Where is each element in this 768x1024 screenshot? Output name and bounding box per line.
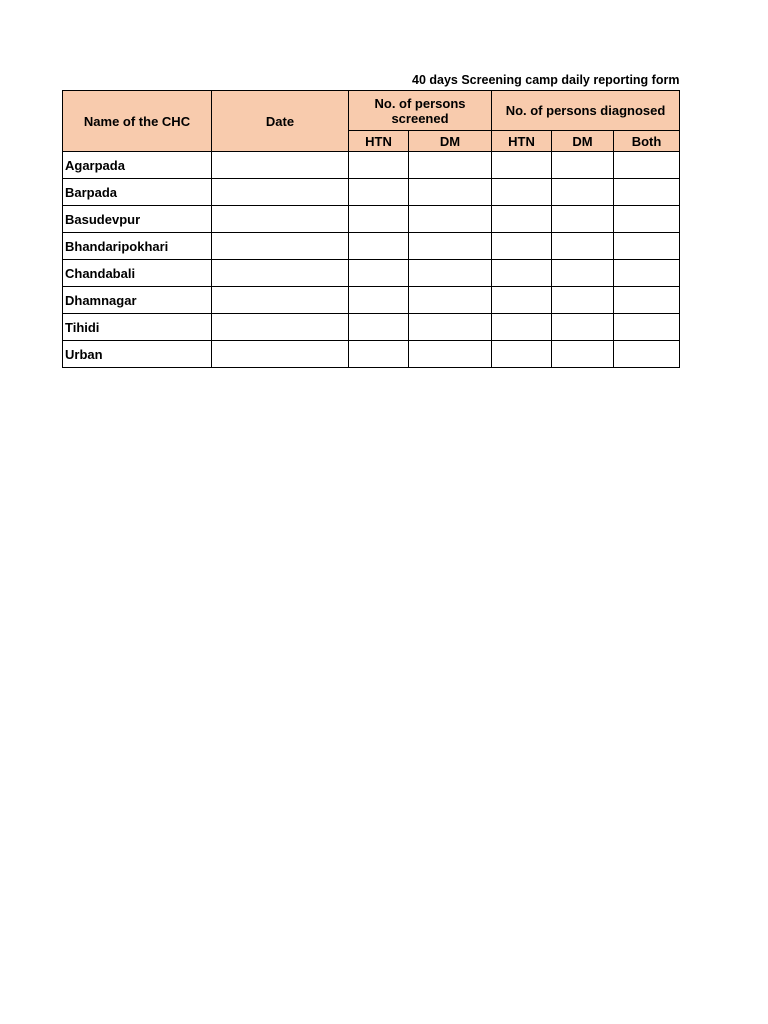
screened-htn-cell[interactable] (349, 206, 409, 233)
table-row (63, 260, 680, 287)
screened-dm-cell[interactable] (409, 152, 492, 179)
table-row (63, 341, 680, 368)
table-body (63, 152, 680, 368)
diagnosed-both-cell[interactable] (614, 233, 680, 260)
diagnosed-dm-cell[interactable] (552, 152, 614, 179)
screened-htn-cell[interactable] (349, 152, 409, 179)
header-diagnosed-both: Both (614, 131, 680, 152)
screened-dm-cell[interactable] (409, 260, 492, 287)
chc-name-cell: Barpada (63, 179, 212, 206)
screened-dm-cell[interactable] (409, 287, 492, 314)
header-persons-diagnosed: No. of persons diagnosed (492, 91, 680, 131)
diagnosed-dm-cell[interactable] (552, 260, 614, 287)
date-cell[interactable] (212, 233, 349, 260)
diagnosed-htn-cell[interactable] (492, 206, 552, 233)
date-cell[interactable] (212, 314, 349, 341)
diagnosed-htn-cell[interactable] (492, 179, 552, 206)
chc-name-cell: Tihidi (63, 314, 212, 341)
screened-htn-cell[interactable] (349, 179, 409, 206)
screened-dm-cell[interactable] (409, 233, 492, 260)
header-screened-dm: DM (409, 131, 492, 152)
screened-dm-cell[interactable] (409, 341, 492, 368)
diagnosed-htn-cell[interactable] (492, 260, 552, 287)
date-cell[interactable] (212, 260, 349, 287)
diagnosed-dm-cell[interactable] (552, 206, 614, 233)
chc-name-cell: Agarpada (63, 152, 212, 179)
diagnosed-both-cell[interactable] (614, 152, 680, 179)
table-row (63, 233, 680, 260)
screened-dm-cell[interactable] (409, 314, 492, 341)
diagnosed-dm-cell[interactable] (552, 233, 614, 260)
diagnosed-dm-cell[interactable] (552, 341, 614, 368)
diagnosed-dm-cell[interactable] (552, 179, 614, 206)
screened-htn-cell[interactable] (349, 341, 409, 368)
date-cell[interactable] (212, 152, 349, 179)
table-row (63, 206, 680, 233)
diagnosed-both-cell[interactable] (614, 341, 680, 368)
diagnosed-dm-cell[interactable] (552, 287, 614, 314)
chc-name-cell: Bhandaripokhari (63, 233, 212, 260)
diagnosed-both-cell[interactable] (614, 314, 680, 341)
form-title: 40 days Screening camp daily reporting form (412, 73, 680, 87)
chc-name-cell: Dhamnagar (63, 287, 212, 314)
table-row (63, 287, 680, 314)
date-cell[interactable] (212, 287, 349, 314)
table-row (63, 314, 680, 341)
diagnosed-dm-cell[interactable] (552, 314, 614, 341)
date-cell[interactable] (212, 179, 349, 206)
diagnosed-htn-cell[interactable] (492, 314, 552, 341)
diagnosed-htn-cell[interactable] (492, 233, 552, 260)
diagnosed-both-cell[interactable] (614, 260, 680, 287)
diagnosed-both-cell[interactable] (614, 179, 680, 206)
table-row (63, 179, 680, 206)
table-row (63, 152, 680, 179)
diagnosed-htn-cell[interactable] (492, 341, 552, 368)
date-cell[interactable] (212, 206, 349, 233)
report-table (62, 90, 680, 368)
screened-dm-cell[interactable] (409, 206, 492, 233)
screened-htn-cell[interactable] (349, 314, 409, 341)
header-screened-htn: HTN (349, 131, 409, 152)
screened-htn-cell[interactable] (349, 260, 409, 287)
header-row-1 (63, 91, 680, 131)
header-persons-screened: No. of persons screened (349, 91, 492, 131)
header-name-of-chc: Name of the CHC (63, 91, 212, 152)
diagnosed-both-cell[interactable] (614, 287, 680, 314)
header-date: Date (212, 91, 349, 152)
screened-htn-cell[interactable] (349, 287, 409, 314)
diagnosed-htn-cell[interactable] (492, 152, 552, 179)
date-cell[interactable] (212, 341, 349, 368)
header-diagnosed-htn: HTN (492, 131, 552, 152)
chc-name-cell: Chandabali (63, 260, 212, 287)
header-diagnosed-dm: DM (552, 131, 614, 152)
chc-name-cell: Urban (63, 341, 212, 368)
diagnosed-both-cell[interactable] (614, 206, 680, 233)
chc-name-cell: Basudevpur (63, 206, 212, 233)
screened-htn-cell[interactable] (349, 233, 409, 260)
diagnosed-htn-cell[interactable] (492, 287, 552, 314)
screened-dm-cell[interactable] (409, 179, 492, 206)
